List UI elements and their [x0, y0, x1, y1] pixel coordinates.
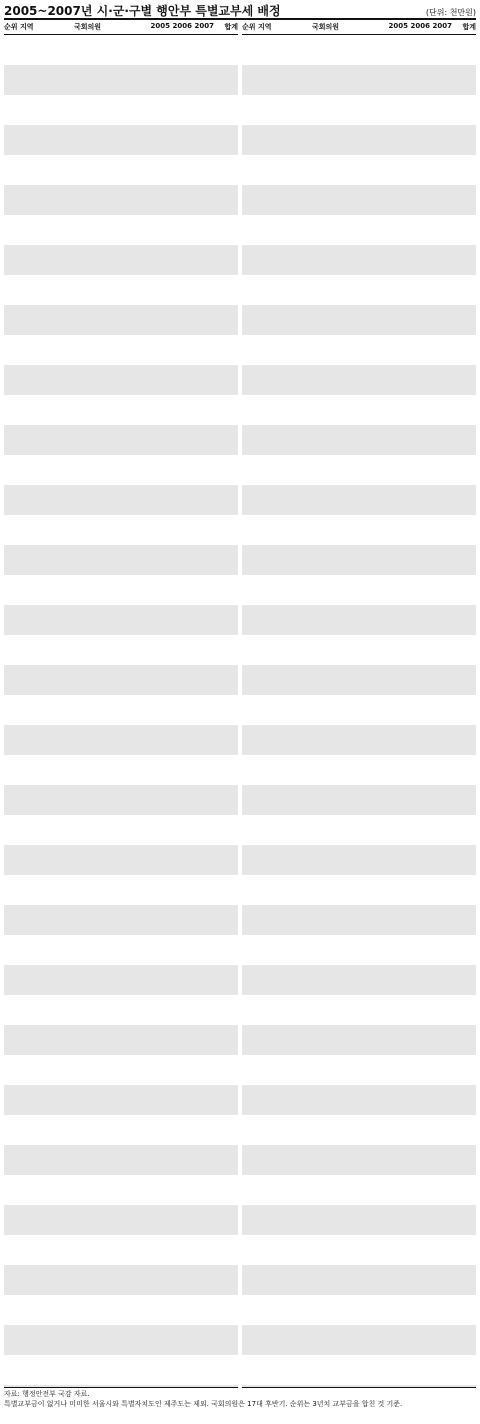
header-member: 국회의원 [74, 23, 102, 31]
header-total: 합계 [462, 23, 476, 31]
table-header [242, 20, 476, 35]
unit-label: (단위: 천만원) [425, 8, 476, 17]
table-right [242, 20, 476, 1388]
header-2007: 2007 [432, 22, 452, 30]
header-region: 지역 [258, 23, 272, 31]
table-body-placeholder [242, 35, 476, 1387]
table-area [0, 20, 480, 1388]
header-total: 합계 [224, 23, 238, 31]
table-left [4, 20, 238, 1388]
table-header [4, 20, 238, 35]
page-title: 2005~2007년 시·군·구별 행안부 특별교부세 배정 [4, 4, 281, 18]
title-row [4, 2, 476, 20]
header-2005: 2005 [150, 22, 170, 30]
footnote [4, 1390, 476, 1422]
header-rank: 순위 [4, 23, 18, 31]
header-rank: 순위 [242, 23, 256, 31]
method-note: 특별교부금이 없거나 미미한 서울시와 특별자치도인 제주도는 제외. 국회의원은 17대 후반기. 순위는 3년치 교부금을 합친 것 기준. [4, 1399, 403, 1408]
header-2005: 2005 [388, 22, 408, 30]
header-member: 국회의원 [312, 23, 340, 31]
header-region: 지역 [20, 23, 34, 31]
source-note: 자료: 행정안전부 국감 자료. [4, 1390, 90, 1398]
table-body-placeholder [4, 35, 238, 1387]
header-2007: 2007 [194, 22, 214, 30]
header-2006: 2006 [172, 22, 192, 30]
header-2006: 2006 [410, 22, 430, 30]
